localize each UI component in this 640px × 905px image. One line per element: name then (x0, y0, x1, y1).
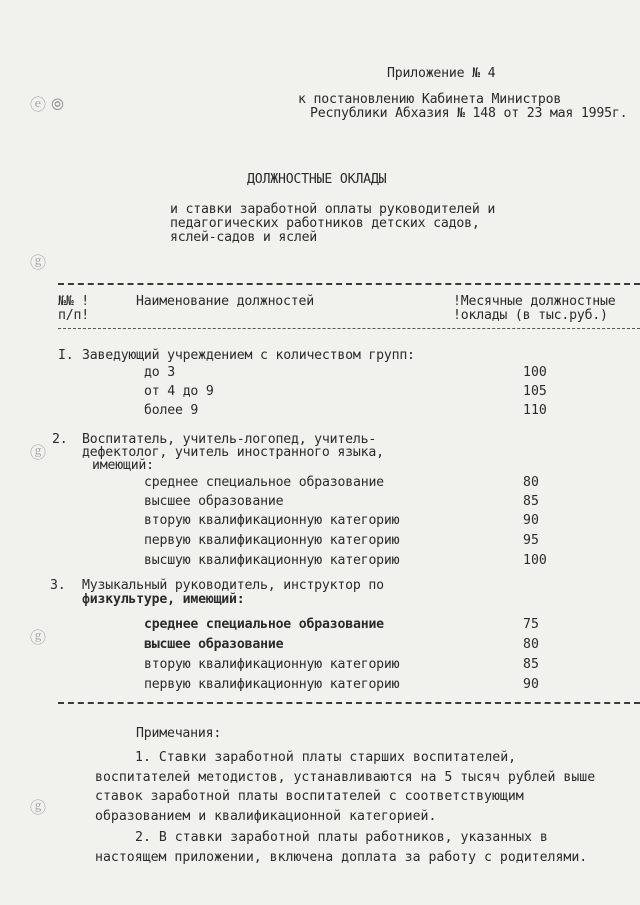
section-heading: дефектолог, учитель иностранного языка, (82, 445, 384, 460)
column-header-name: Наименование должностей (136, 294, 315, 309)
table-row-value: 90 (523, 677, 539, 692)
section-number: 2. (52, 432, 68, 447)
table-row-label: высшую квалификационную категорию (144, 553, 400, 568)
decree-line-2: Республики Абхазия № 148 от 23 мая 1995г. (310, 106, 628, 121)
column-header-number: п/п! (58, 308, 89, 323)
section-heading: физкультуре, имеющий: (82, 592, 245, 607)
table-top-rule (58, 283, 640, 285)
table-row-label: более 9 (144, 403, 199, 418)
table-row-value: 110 (523, 403, 547, 418)
table-row-value: 100 (523, 553, 547, 568)
table-row-value: 80 (523, 637, 539, 652)
table-row-label: высшее образование (144, 637, 284, 652)
table-row-label: среднее специальное образование (144, 617, 384, 632)
section-heading: Музыкальный руководитель, инструктор по (82, 578, 384, 593)
binding-mark: ⓖ (30, 798, 47, 817)
section-number: I. (58, 348, 74, 363)
table-row-value: 75 (523, 617, 539, 632)
table-row-label: высшее образование (144, 494, 284, 509)
table-row-value: 100 (523, 365, 547, 380)
table-row-label: от 4 до 9 (144, 384, 214, 399)
subtitle-line: яслей-садов и яслей (170, 230, 318, 245)
binding-mark: ⓖ (30, 628, 47, 647)
binding-mark: ⓖ (30, 443, 47, 462)
table-row-label: до 3 (144, 365, 175, 380)
subtitle-line: и ставки заработной оплаты руководителей и (170, 202, 496, 217)
table-row-label: вторую квалификационную категорию (144, 513, 400, 528)
section-heading: Воспитатель, учитель-логопед, учитель- (82, 432, 377, 447)
note-paragraph: 2. В ставки заработной платы работников, указанных в настоящем приложении, включена доплата за работу с родителями. (95, 830, 588, 865)
notes-heading: Примечания: (136, 726, 222, 741)
binding-mark: ⓔ ⦾ (30, 95, 64, 114)
table-row-label: вторую квалификационную категорию (144, 657, 400, 672)
table-row-value: 80 (523, 475, 539, 490)
table-bottom-rule (58, 702, 640, 704)
appendix-label: Приложение № 4 (387, 66, 496, 81)
table-row-value: 105 (523, 384, 547, 399)
table-row-value: 90 (523, 513, 539, 528)
note-paragraph: 1. Ставки заработной платы старших воспитателей, воспитателей методистов, устанавливаются на 5 тысяч рублей выше ставок заработной платы воспитателей с соответствующим образованием и квалификационной категорией. (95, 750, 596, 824)
table-row-label: первую квалификационную категорию (144, 533, 400, 548)
table-row-value: 85 (523, 494, 539, 509)
section-heading: имеющий: (92, 458, 154, 473)
column-header-salary: !Месячные должностные (453, 294, 616, 309)
table-row-value: 85 (523, 657, 539, 672)
table-header-rule (58, 328, 640, 329)
subtitle-line: педагогических работников детских садов, (170, 216, 480, 231)
table-row-value: 95 (523, 533, 539, 548)
section-number: 3. (50, 578, 66, 593)
table-row-label: первую квалификационную категорию (144, 677, 400, 692)
decree-line-1: к постановлению Кабинета Министров (298, 92, 562, 107)
binding-mark: ⓖ (30, 253, 47, 272)
column-header-number: №№ ! (58, 294, 89, 309)
document-title: ДОЛЖНОСТНЫЕ ОКЛАДЫ (247, 172, 387, 187)
table-row-label: среднее специальное образование (144, 475, 384, 490)
section-heading: Заведующий учреждением с количеством групп: (82, 348, 415, 363)
column-header-salary: !оклады (в тыс.руб.) (453, 308, 608, 323)
